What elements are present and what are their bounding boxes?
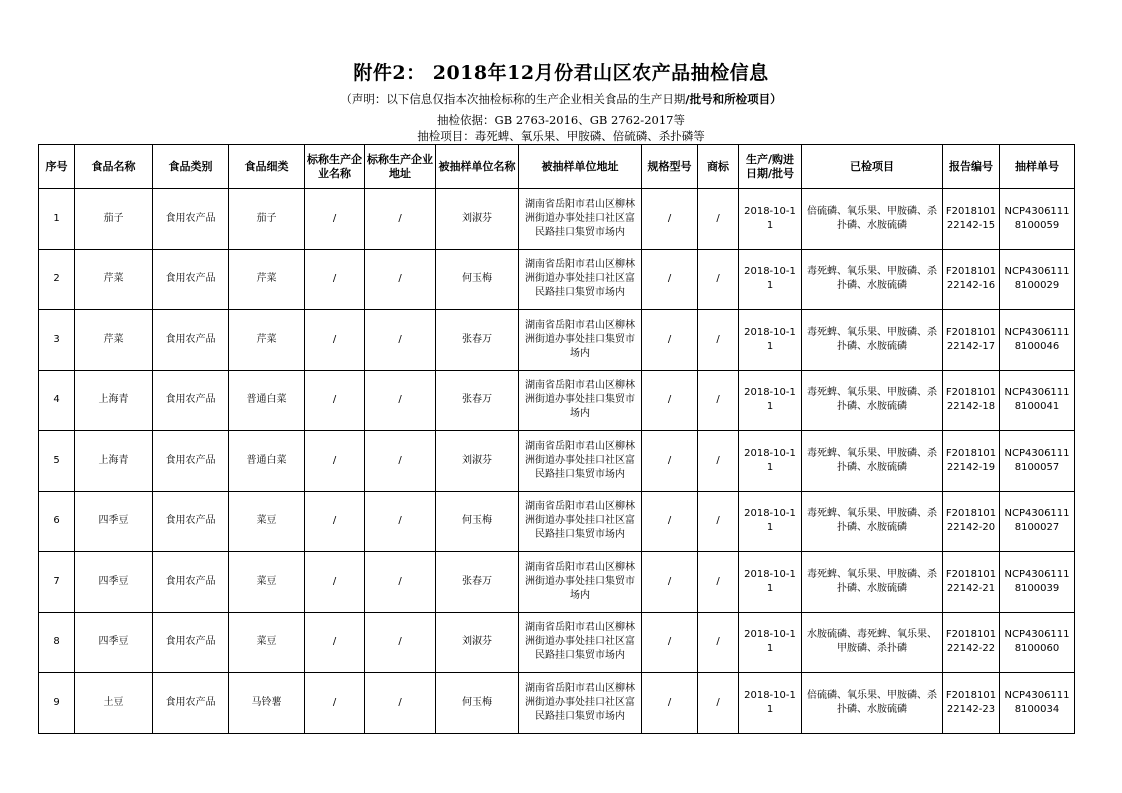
col-manufacturer-name-cell: / bbox=[305, 673, 365, 734]
col-report-number-cell: F201810122142-20 bbox=[943, 491, 1000, 552]
col-index-cell: 9 bbox=[39, 673, 75, 734]
col-report-number-cell: F201810122142-22 bbox=[943, 612, 1000, 673]
col-index-cell: 1 bbox=[39, 189, 75, 250]
col-trademark-cell: / bbox=[698, 673, 739, 734]
col-production-date-cell: 2018-10-11 bbox=[739, 189, 802, 250]
table-row bbox=[39, 189, 1075, 250]
col-sampled-unit-name-cell: 刘淑芬 bbox=[436, 189, 519, 250]
col-tested-items-cell: 毒死蜱、氧乐果、甲胺磷、杀扑磷、水胺硫磷 bbox=[802, 370, 943, 431]
col-sampled-unit-name-cell: 张春万 bbox=[436, 552, 519, 613]
col-production-date-cell: 2018-10-11 bbox=[739, 249, 802, 310]
col-food-subcategory-cell: 普通白菜 bbox=[229, 431, 305, 492]
col-sampled-unit-address-header: 被抽样单位地址 bbox=[519, 145, 642, 189]
col-sampled-unit-address-cell: 湖南省岳阳市君山区柳林洲街道办事处挂口社区富民路挂口集贸市场内 bbox=[519, 673, 642, 734]
col-manufacturer-address-cell: / bbox=[365, 431, 436, 492]
col-tested-items-cell: 水胺硫磷、毒死蜱、氧乐果、甲胺磷、杀扑磷 bbox=[802, 612, 943, 673]
col-sample-number-cell: NCP43061118100060 bbox=[1000, 612, 1075, 673]
disclaimer-bold-text: /批号和所检项目） bbox=[685, 92, 782, 106]
table-header-row bbox=[39, 145, 1075, 189]
col-sampled-unit-name-header: 被抽样单位名称 bbox=[436, 145, 519, 189]
col-report-number-cell: F201810122142-19 bbox=[943, 431, 1000, 492]
col-manufacturer-name-cell: / bbox=[305, 491, 365, 552]
col-trademark-cell: / bbox=[698, 612, 739, 673]
col-sample-number-cell: NCP43061118100039 bbox=[1000, 552, 1075, 613]
col-trademark-header: 商标 bbox=[698, 145, 739, 189]
col-food-category-cell: 食用农产品 bbox=[153, 431, 229, 492]
col-trademark-cell: / bbox=[698, 370, 739, 431]
col-trademark-cell: / bbox=[698, 249, 739, 310]
disclaimer-statement bbox=[0, 91, 1122, 107]
col-food-category-cell: 食用农产品 bbox=[153, 370, 229, 431]
col-manufacturer-name-cell: / bbox=[305, 189, 365, 250]
col-sampled-unit-name-cell: 刘淑芬 bbox=[436, 431, 519, 492]
col-food-subcategory-cell: 菜豆 bbox=[229, 612, 305, 673]
table-row bbox=[39, 491, 1075, 552]
col-spec-model-cell: / bbox=[642, 310, 698, 371]
col-manufacturer-name-cell: / bbox=[305, 431, 365, 492]
col-spec-model-cell: / bbox=[642, 491, 698, 552]
col-manufacturer-address-cell: / bbox=[365, 249, 436, 310]
col-food-subcategory-cell: 芹菜 bbox=[229, 310, 305, 371]
col-spec-model-cell: / bbox=[642, 370, 698, 431]
col-food-subcategory-cell: 芹菜 bbox=[229, 249, 305, 310]
col-spec-model-cell: / bbox=[642, 612, 698, 673]
col-spec-model-cell: / bbox=[642, 189, 698, 250]
table-body bbox=[39, 189, 1075, 734]
col-food-category-cell: 食用农产品 bbox=[153, 189, 229, 250]
col-spec-model-cell: / bbox=[642, 431, 698, 492]
col-index-cell: 3 bbox=[39, 310, 75, 371]
col-production-date-cell: 2018-10-11 bbox=[739, 370, 802, 431]
col-food-subcategory-cell: 菜豆 bbox=[229, 491, 305, 552]
col-production-date-cell: 2018-10-11 bbox=[739, 552, 802, 613]
col-food-category-cell: 食用农产品 bbox=[153, 249, 229, 310]
col-food-name-cell: 土豆 bbox=[75, 673, 153, 734]
inspection-table bbox=[38, 144, 1075, 734]
col-sampled-unit-address-cell: 湖南省岳阳市君山区柳林洲街道办事处挂口集贸市场内 bbox=[519, 552, 642, 613]
col-sampled-unit-name-cell: 何玉梅 bbox=[436, 673, 519, 734]
col-production-date-cell: 2018-10-11 bbox=[739, 491, 802, 552]
col-food-subcategory-cell: 茄子 bbox=[229, 189, 305, 250]
col-sampled-unit-address-cell: 湖南省岳阳市君山区柳林洲街道办事处挂口社区富民路挂口集贸市场内 bbox=[519, 189, 642, 250]
col-manufacturer-name-header: 标称生产企业名称 bbox=[305, 145, 365, 189]
col-manufacturer-address-cell: / bbox=[365, 673, 436, 734]
col-report-number-cell: F201810122142-15 bbox=[943, 189, 1000, 250]
col-food-category-cell: 食用农产品 bbox=[153, 491, 229, 552]
col-manufacturer-address-cell: / bbox=[365, 310, 436, 371]
col-trademark-cell: / bbox=[698, 189, 739, 250]
col-manufacturer-address-cell: / bbox=[365, 189, 436, 250]
col-sample-number-cell: NCP43061118100057 bbox=[1000, 431, 1075, 492]
col-food-name-cell: 四季豆 bbox=[75, 552, 153, 613]
col-tested-items-header: 已检项目 bbox=[802, 145, 943, 189]
inspection-items: 抽检项目：毒死蜱、氧乐果、甲胺磷、倍硫磷、杀扑磷等 bbox=[417, 129, 705, 143]
col-sample-number-cell: NCP43061118100059 bbox=[1000, 189, 1075, 250]
col-food-subcategory-cell: 普通白菜 bbox=[229, 370, 305, 431]
col-sampled-unit-address-cell: 湖南省岳阳市君山区柳林洲街道办事处挂口集贸市场内 bbox=[519, 370, 642, 431]
col-trademark-cell: / bbox=[698, 310, 739, 371]
col-sampled-unit-address-cell: 湖南省岳阳市君山区柳林洲街道办事处挂口社区富民路挂口集贸市场内 bbox=[519, 431, 642, 492]
table-row bbox=[39, 370, 1075, 431]
col-tested-items-cell: 毒死蜱、氧乐果、甲胺磷、杀扑磷、水胺硫磷 bbox=[802, 552, 943, 613]
col-manufacturer-address-cell: / bbox=[365, 491, 436, 552]
col-spec-model-cell: / bbox=[642, 552, 698, 613]
col-spec-model-header: 规格型号 bbox=[642, 145, 698, 189]
col-trademark-cell: / bbox=[698, 491, 739, 552]
col-food-category-cell: 食用农产品 bbox=[153, 310, 229, 371]
col-manufacturer-address-cell: / bbox=[365, 612, 436, 673]
col-food-name-cell: 芹菜 bbox=[75, 249, 153, 310]
col-food-name-header: 食品名称 bbox=[75, 145, 153, 189]
col-index-header: 序号 bbox=[39, 145, 75, 189]
col-sampled-unit-name-cell: 刘淑芬 bbox=[436, 612, 519, 673]
col-food-name-cell: 四季豆 bbox=[75, 491, 153, 552]
table-row bbox=[39, 249, 1075, 310]
col-production-date-cell: 2018-10-11 bbox=[739, 310, 802, 371]
col-report-number-cell: F201810122142-17 bbox=[943, 310, 1000, 371]
col-production-date-cell: 2018-10-11 bbox=[739, 431, 802, 492]
col-food-subcategory-cell: 菜豆 bbox=[229, 552, 305, 613]
col-report-number-cell: F201810122142-16 bbox=[943, 249, 1000, 310]
col-food-category-cell: 食用农产品 bbox=[153, 673, 229, 734]
col-trademark-cell: / bbox=[698, 552, 739, 613]
col-tested-items-cell: 毒死蜱、氧乐果、甲胺磷、杀扑磷、水胺硫磷 bbox=[802, 310, 943, 371]
page-title: 附件2： 2018年12月份君山区农产品抽检信息 bbox=[353, 62, 769, 84]
col-manufacturer-name-cell: / bbox=[305, 249, 365, 310]
col-index-cell: 6 bbox=[39, 491, 75, 552]
table-row bbox=[39, 431, 1075, 492]
col-food-category-cell: 食用农产品 bbox=[153, 612, 229, 673]
col-tested-items-cell: 倍硫磷、氧乐果、甲胺磷、杀扑磷、水胺硫磷 bbox=[802, 189, 943, 250]
col-manufacturer-name-cell: / bbox=[305, 552, 365, 613]
col-sampled-unit-address-cell: 湖南省岳阳市君山区柳林洲街道办事处挂口集贸市场内 bbox=[519, 310, 642, 371]
col-sampled-unit-address-cell: 湖南省岳阳市君山区柳林洲街道办事处挂口社区富民路挂口集贸市场内 bbox=[519, 249, 642, 310]
col-sample-number-cell: NCP43061118100034 bbox=[1000, 673, 1075, 734]
col-food-name-cell: 上海青 bbox=[75, 431, 153, 492]
disclaimer-text: （声明：以下信息仅指本次抽检标称的生产企业相关食品的生产日期 bbox=[340, 92, 686, 106]
col-sampled-unit-address-cell: 湖南省岳阳市君山区柳林洲街道办事处挂口社区富民路挂口集贸市场内 bbox=[519, 612, 642, 673]
col-production-date-header: 生产/购进日期/批号 bbox=[739, 145, 802, 189]
col-sample-number-cell: NCP43061118100029 bbox=[1000, 249, 1075, 310]
col-index-cell: 2 bbox=[39, 249, 75, 310]
col-manufacturer-address-cell: / bbox=[365, 370, 436, 431]
col-sampled-unit-address-cell: 湖南省岳阳市君山区柳林洲街道办事处挂口社区富民路挂口集贸市场内 bbox=[519, 491, 642, 552]
col-manufacturer-name-cell: / bbox=[305, 370, 365, 431]
col-manufacturer-name-cell: / bbox=[305, 310, 365, 371]
col-index-cell: 5 bbox=[39, 431, 75, 492]
col-sampled-unit-name-cell: 张春万 bbox=[436, 310, 519, 371]
col-report-number-cell: F201810122142-18 bbox=[943, 370, 1000, 431]
col-food-name-cell: 四季豆 bbox=[75, 612, 153, 673]
table-row bbox=[39, 612, 1075, 673]
col-food-category-header: 食品类别 bbox=[153, 145, 229, 189]
col-food-subcategory-header: 食品细类 bbox=[229, 145, 305, 189]
col-sample-number-cell: NCP43061118100027 bbox=[1000, 491, 1075, 552]
col-tested-items-cell: 倍硫磷、氧乐果、甲胺磷、杀扑磷、水胺硫磷 bbox=[802, 673, 943, 734]
col-trademark-cell: / bbox=[698, 431, 739, 492]
col-report-number-cell: F201810122142-23 bbox=[943, 673, 1000, 734]
col-spec-model-cell: / bbox=[642, 249, 698, 310]
col-sampled-unit-name-cell: 何玉梅 bbox=[436, 249, 519, 310]
col-food-name-cell: 上海青 bbox=[75, 370, 153, 431]
inspection-basis: 抽检依据：GB 2763-2016、GB 2762-2017等 bbox=[437, 113, 685, 127]
col-index-cell: 8 bbox=[39, 612, 75, 673]
col-production-date-cell: 2018-10-11 bbox=[739, 673, 802, 734]
table-row bbox=[39, 673, 1075, 734]
col-manufacturer-name-cell: / bbox=[305, 612, 365, 673]
col-manufacturer-address-header: 标称生产企业地址 bbox=[365, 145, 436, 189]
col-tested-items-cell: 毒死蜱、氧乐果、甲胺磷、杀扑磷、水胺硫磷 bbox=[802, 249, 943, 310]
col-report-number-header: 报告编号 bbox=[943, 145, 1000, 189]
col-spec-model-cell: / bbox=[642, 673, 698, 734]
col-manufacturer-address-cell: / bbox=[365, 552, 436, 613]
col-food-name-cell: 茄子 bbox=[75, 189, 153, 250]
col-index-cell: 4 bbox=[39, 370, 75, 431]
col-sampled-unit-name-cell: 张春万 bbox=[436, 370, 519, 431]
col-tested-items-cell: 毒死蜱、氧乐果、甲胺磷、杀扑磷、水胺硫磷 bbox=[802, 431, 943, 492]
col-report-number-cell: F201810122142-21 bbox=[943, 552, 1000, 613]
col-tested-items-cell: 毒死蜱、氧乐果、甲胺磷、杀扑磷、水胺硫磷 bbox=[802, 491, 943, 552]
col-food-name-cell: 芹菜 bbox=[75, 310, 153, 371]
table-row bbox=[39, 310, 1075, 371]
col-index-cell: 7 bbox=[39, 552, 75, 613]
col-sample-number-header: 抽样单号 bbox=[1000, 145, 1075, 189]
col-sample-number-cell: NCP43061118100041 bbox=[1000, 370, 1075, 431]
col-production-date-cell: 2018-10-11 bbox=[739, 612, 802, 673]
col-sampled-unit-name-cell: 何玉梅 bbox=[436, 491, 519, 552]
col-food-category-cell: 食用农产品 bbox=[153, 552, 229, 613]
col-food-subcategory-cell: 马铃薯 bbox=[229, 673, 305, 734]
table-row bbox=[39, 552, 1075, 613]
col-sample-number-cell: NCP43061118100046 bbox=[1000, 310, 1075, 371]
